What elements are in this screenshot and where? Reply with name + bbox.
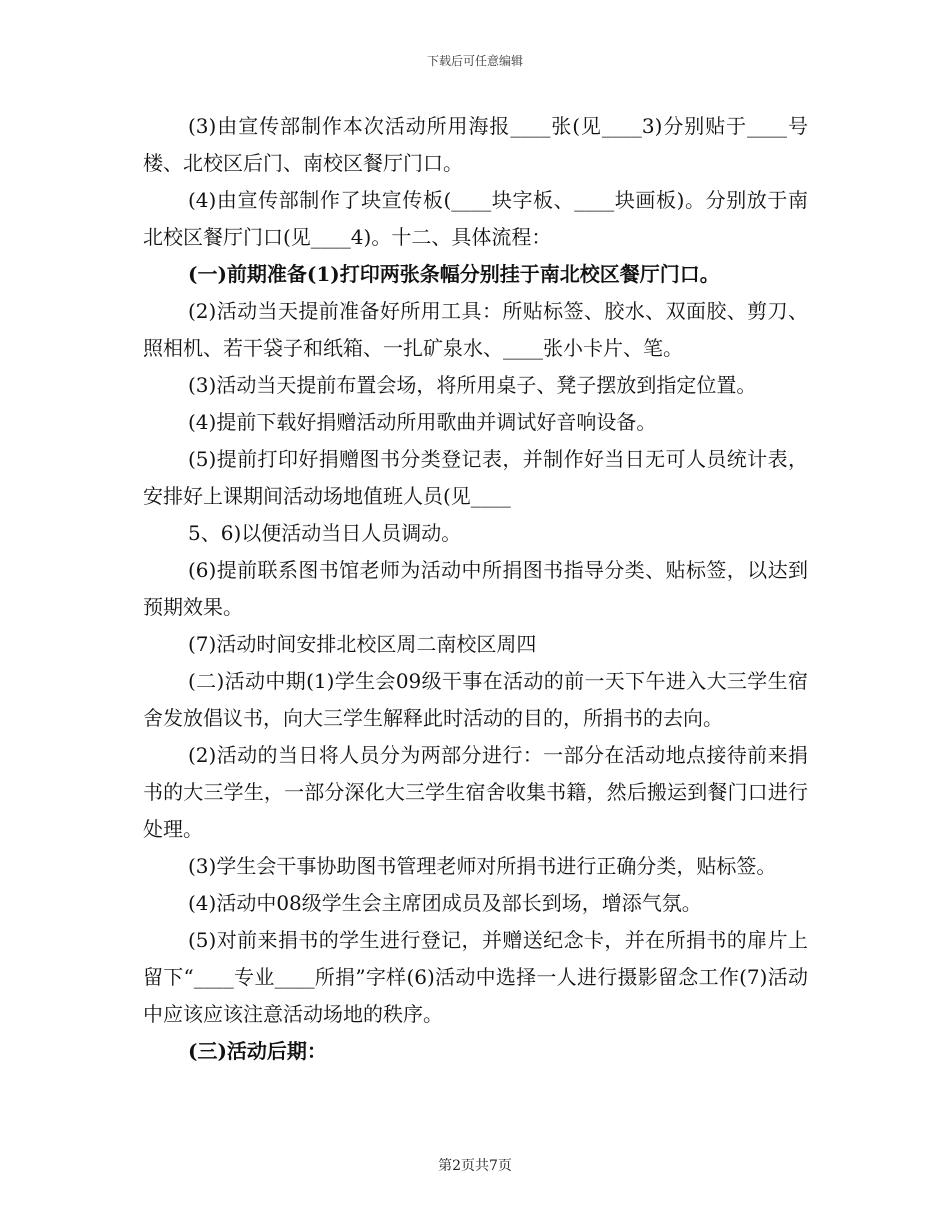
page-header: 下载后可任意编辑 — [426, 54, 523, 68]
paragraph: (6)提前联系图书馆老师为活动中所捐图书指导分类、贴标签，以达到预期效果。 — [143, 558, 808, 619]
paragraph: (2)活动当天提前准备好所用工具：所贴标签、胶水、双面胶、剪刀、照相机、若干袋子和纸箱、一扎矿泉水、____张小卡片、笔。 — [143, 299, 808, 360]
paragraph: (二)活动中期(1)学生会09级干事在活动的前一天下午进入大三学生宿舍发放倡议书，向大三学生解释此时活动的目的，所捐书的去向。 — [143, 669, 808, 730]
section-heading: (三)活动后期： — [188, 1039, 327, 1063]
paragraph: (2)活动的当日将人员分为两部分进行：一部分在活动地点接待前来捐书的大三学生，一部分深化大三学生宿舍收集书籍，然后搬运到餐门口进行处理。 — [143, 743, 808, 841]
section-heading: (一)前期准备(1)打印两张条幅分别挂于南北校区餐厅门口。 — [188, 262, 720, 286]
paragraph: (3)活动当天提前布置会场，将所用桌子、凳子摆放到指定位置。 — [188, 373, 757, 397]
page-footer: 第2页共7页 — [438, 1158, 512, 1174]
paragraph: (5)对前来捐书的学生进行登记，并赠送纪念卡，并在所捐书的扉片上留下“____专业____所捐”字样(6)活动中选择一人进行摄影留念工作(7)活动中应该应该注意活动场地的秩序。 — [143, 928, 808, 1026]
paragraph: (4)活动中08级学生会主席团成员及部长到场，增添气氛。 — [188, 891, 702, 915]
paragraph: (3)学生会干事协助图书管理老师对所捐书进行正确分类，贴标签。 — [188, 854, 777, 878]
paragraph: (3)由宣传部制作本次活动所用海报____张(见____3)分别贴于____号楼、北校区后门、南校区餐厅门口。 — [143, 114, 808, 175]
paragraph: (7)活动时间安排北校区周二南校区周四 — [188, 632, 537, 656]
paragraph: 5、6)以便活动当日人员调动。 — [188, 521, 462, 545]
document-body — [143, 108, 808, 1070]
paragraph: (4)提前下载好捐赠活动所用歌曲并调试好音响设备。 — [188, 410, 657, 434]
paragraph: (4)由宣传部制作了块宣传板(____块字板、____块画板)。分别放于南北校区餐厅门口(见____4)。十二、具体流程： — [143, 188, 808, 249]
paragraph: (5)提前打印好捐赠图书分类登记表，并制作好当日无可人员统计表，安排好上课期间活动场地值班人员(见____ — [143, 447, 808, 508]
